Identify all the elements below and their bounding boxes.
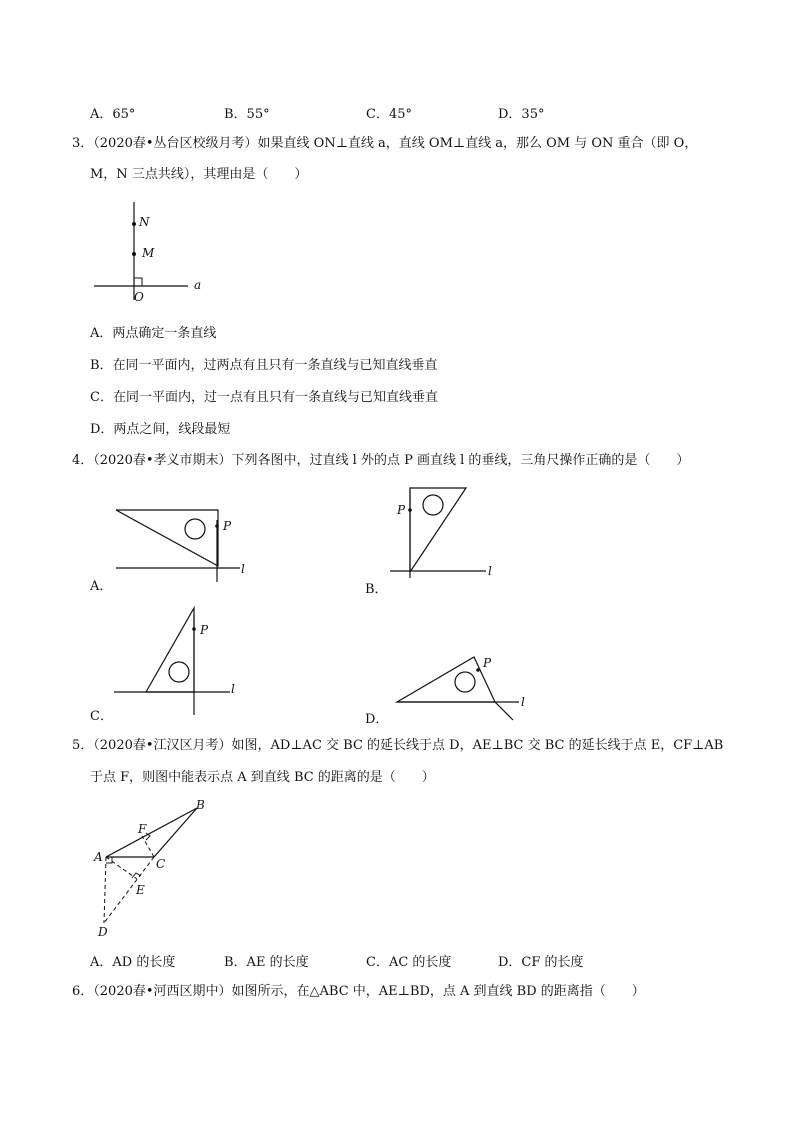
- q5-option-a: A．AD 的长度: [90, 955, 176, 970]
- q5-stem-line-2: 于点 F，则图中能表示点 A 到直线 BC 的距离的是（ ）: [90, 770, 435, 785]
- q4-option-d: D．: [365, 712, 389, 727]
- q4-figure-a: [110, 500, 270, 585]
- q2-option-b: B．55°: [224, 107, 270, 122]
- q5-label-f: F: [138, 822, 147, 836]
- q2-option-d: D．35°: [498, 107, 545, 122]
- q5-option-d: D．CF 的长度: [498, 955, 584, 970]
- q3-label-a: a: [194, 278, 202, 292]
- q4-figure-d: [385, 645, 545, 725]
- q4-option-a: A．: [90, 579, 113, 594]
- q4-figure-b: [380, 480, 510, 580]
- q2-option-c: C．45°: [366, 107, 412, 122]
- q4a-label-l: l: [241, 562, 245, 576]
- q6-stem-line-1: 6．（2020春•河西区期中）如图所示，在△ABC 中，AE⊥BD，点 A 到直线 BD 的距离指（ ）: [72, 984, 645, 999]
- q4b-label-l: l: [488, 564, 492, 578]
- q4d-label-l: l: [521, 695, 525, 709]
- q5-label-e: E: [136, 883, 145, 897]
- q4-option-c: C．: [90, 709, 113, 724]
- q3-label-n: N: [139, 215, 150, 229]
- q4b-label-p: P: [397, 503, 406, 517]
- q3-label-o: O: [134, 290, 144, 304]
- q4c-label-p: P: [200, 623, 209, 637]
- q4d-label-p: P: [483, 656, 492, 670]
- q4-stem-line-1: 4．（2020春•孝义市期末）下列各图中，过直线 l 外的点 P 画直线 l 的垂线，三角尺操作正确的是（ ）: [72, 453, 690, 468]
- q5-label-c: C: [156, 857, 166, 871]
- q3-stem-line-2: M，N 三点共线），其理由是（ ）: [90, 167, 308, 182]
- q5-label-d: D: [98, 925, 108, 939]
- q3-option-a: A．两点确定一条直线: [90, 326, 217, 341]
- q5-option-b: B．AE 的长度: [224, 955, 309, 970]
- q3-label-m: M: [142, 246, 155, 260]
- q3-stem-line-1: 3．（2020春•丛台区校级月考）如果直线 ON⊥直线 a，直线 OM⊥直线 a，那么 OM 与 ON 重合（即 O，: [72, 136, 698, 151]
- q5-stem-line-1: 5．（2020春•江汉区月考）如图，AD⊥AC 交 BC 的延长线于点 D，AE⊥BC 交 BC 的延长线于点 E，CF⊥AB: [72, 738, 724, 753]
- q4a-label-p: P: [223, 519, 232, 533]
- q5-label-b: B: [196, 798, 205, 812]
- q3-figure: [90, 200, 220, 310]
- q3-option-c: C．在同一平面内，过一点有且只有一条直线与已知直线垂直: [90, 390, 438, 405]
- q3-option-b: B．在同一平面内，过两点有且只有一条直线与已知直线垂直: [90, 358, 438, 373]
- q2-option-a: A．65°: [90, 107, 136, 122]
- q3-option-d: D．两点之间，线段最短: [90, 422, 231, 437]
- q4c-label-l: l: [231, 682, 235, 696]
- q5-figure: [90, 795, 230, 945]
- q5-label-a: A: [94, 850, 103, 864]
- q5-option-c: C．AC 的长度: [366, 955, 452, 970]
- q4-option-b: B．: [365, 582, 388, 597]
- q4-figure-c: [110, 605, 270, 720]
